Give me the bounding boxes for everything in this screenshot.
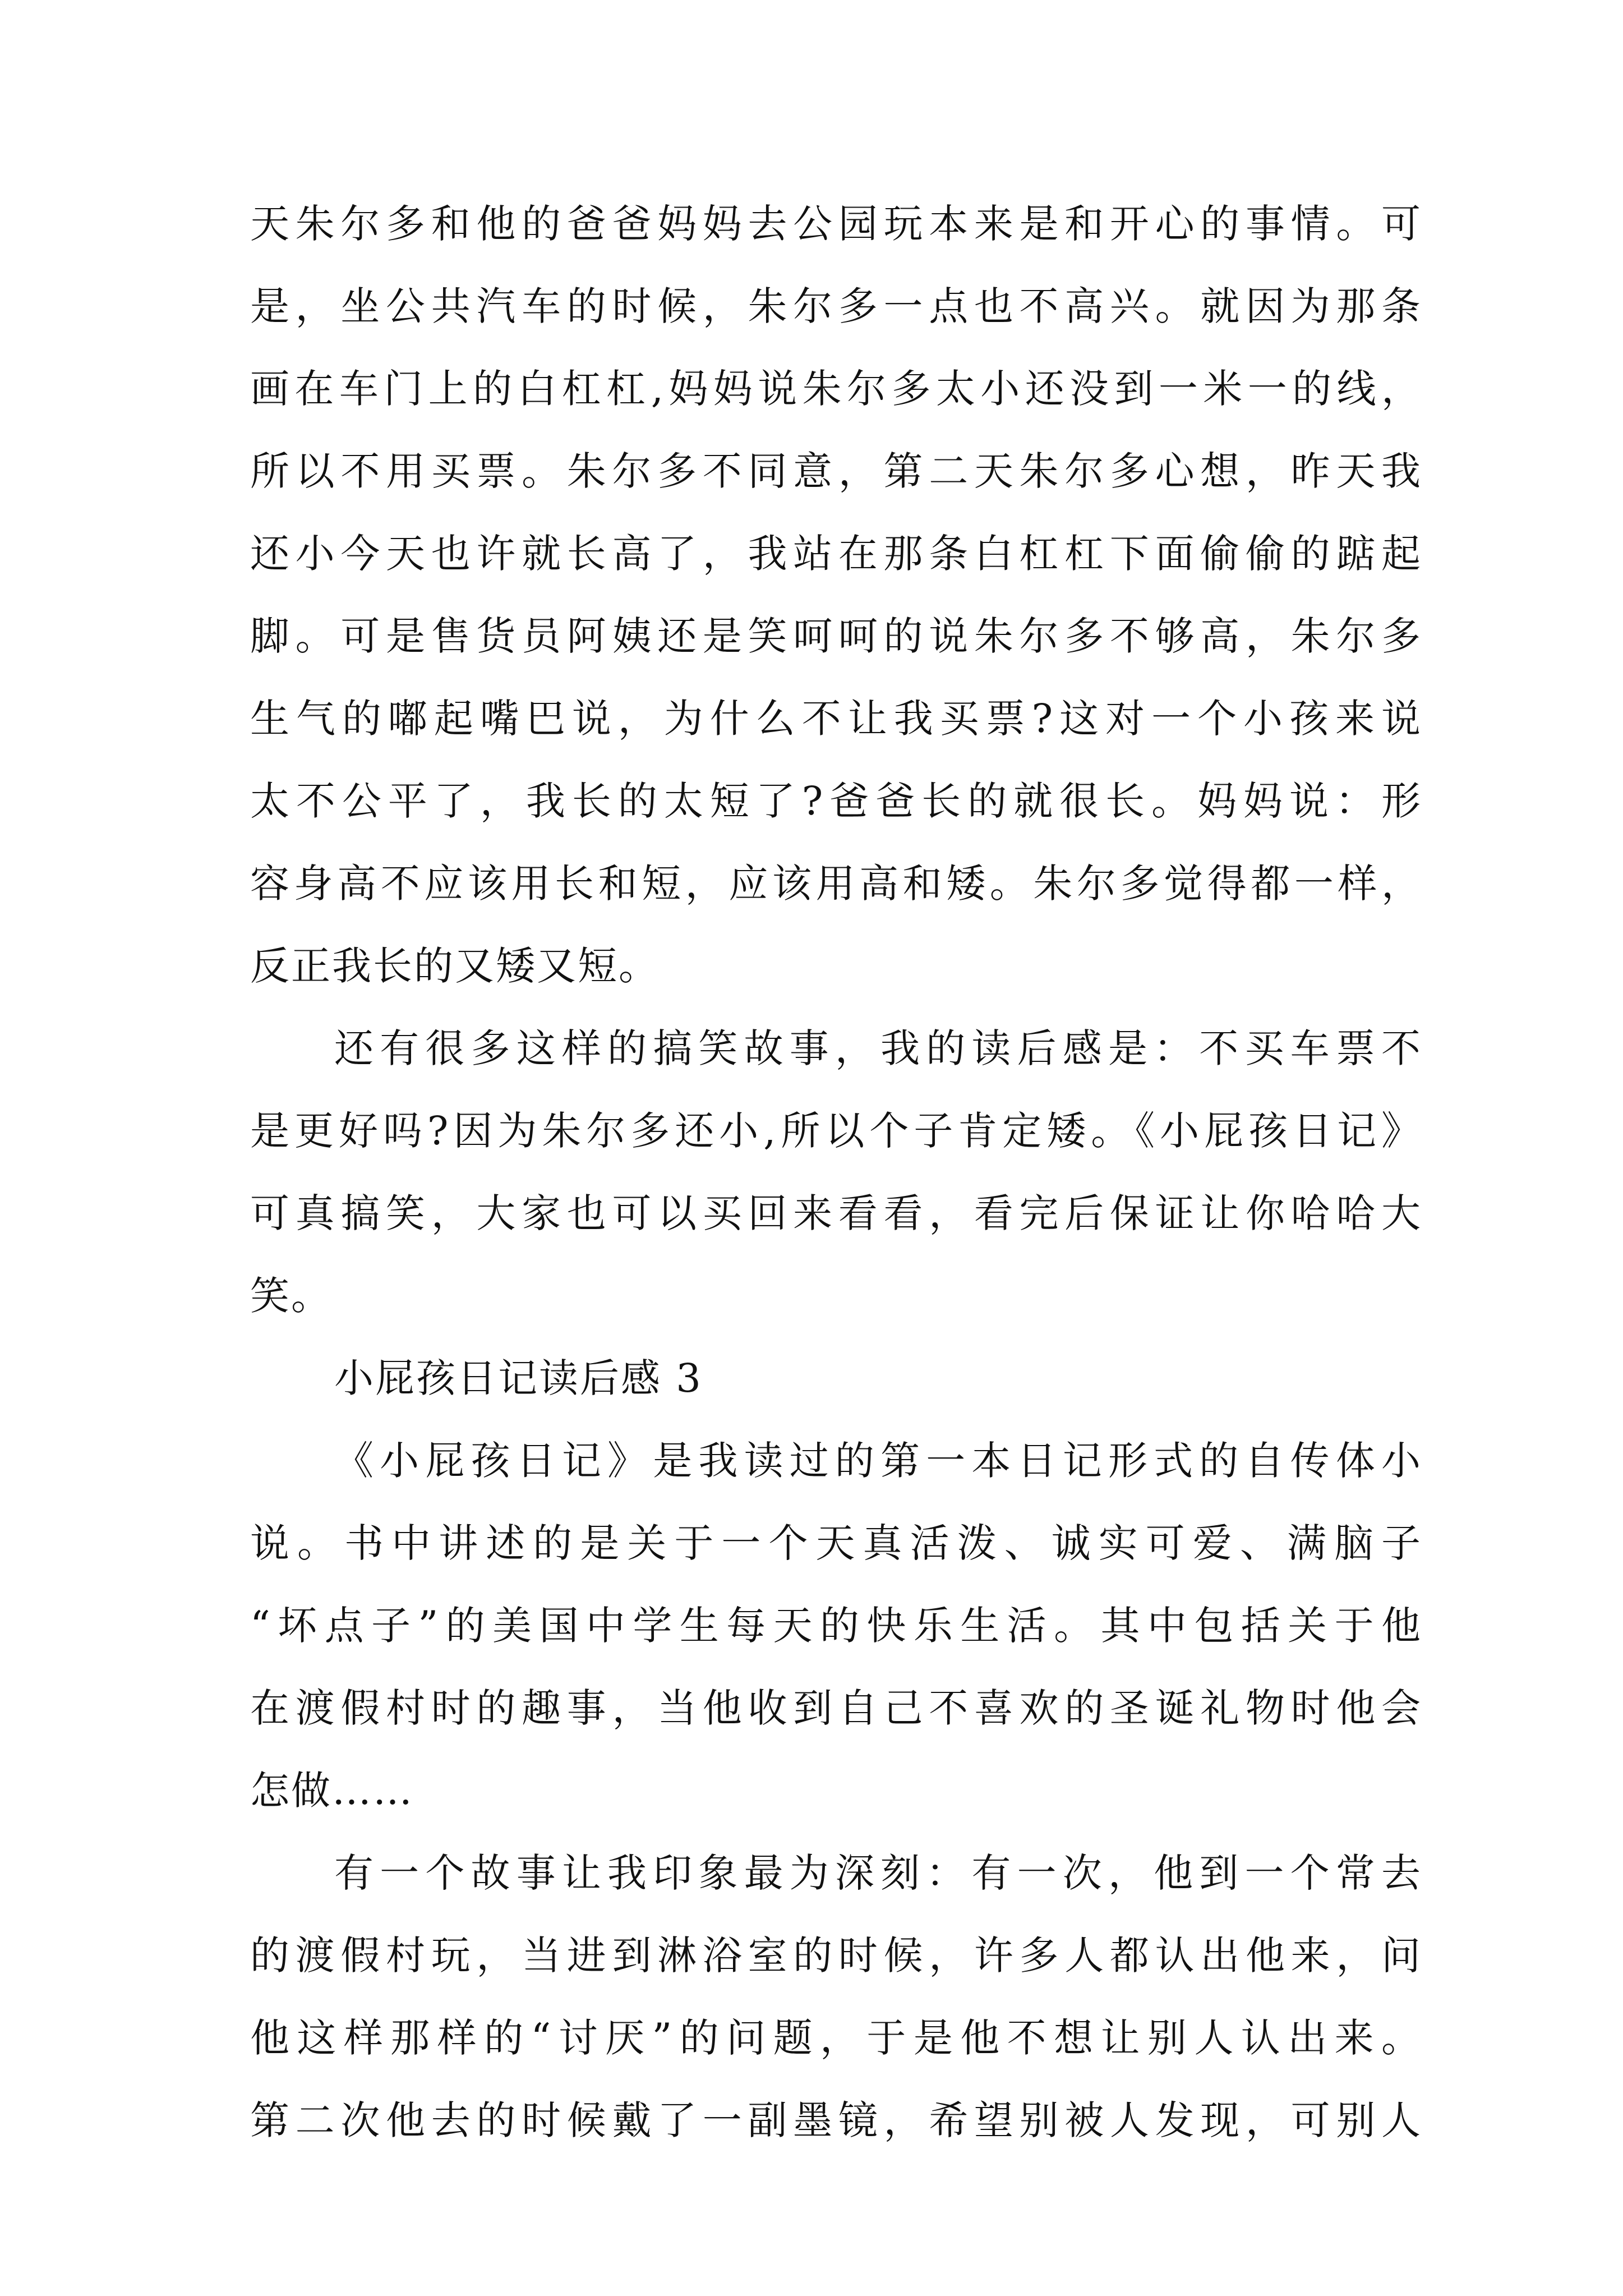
text-line: 笑。 — [250, 1273, 332, 1319]
text-line: 太不公平了，我长的太短了?爸爸长的就很长。妈妈说：形 — [250, 778, 1422, 824]
text-line: 画在车门上的白杠杠,妈妈说朱尔多太小还没到一米一的线， — [250, 366, 1422, 412]
text-line: 在渡假村时的趣事，当他收到自己不喜欢的圣诞礼物时他会 — [250, 1685, 1422, 1731]
text-line: 有一个故事让我印象最为深刻：有一次，他到一个常去 — [334, 1850, 1422, 1896]
text-line: 第二次他去的时候戴了一副墨镜，希望别被人发现，可别人 — [250, 2097, 1422, 2143]
text-line: “坏点子”的美国中学生每天的快乐生活。其中包括关于他 — [250, 1603, 1422, 1649]
text-line: 天朱尔多和他的爸爸妈妈去公园玩本来是和开心的事情。可 — [250, 201, 1422, 247]
text-line: 反正我长的又矮又短。 — [250, 943, 660, 989]
text-line: 容身高不应该用长和短，应该用高和矮。朱尔多觉得都一样， — [250, 861, 1422, 907]
text-line: 怎做…… — [250, 1768, 414, 1814]
text-line: 说。书中讲述的是关于一个天真活泼、诚实可爱、满脑子 — [250, 1520, 1422, 1566]
text-line: 他这样那样的“讨厌”的问题，于是他不想让别人认出来。 — [250, 2015, 1422, 2061]
text-line: 的渡假村玩，当进到淋浴室的时候，许多人都认出他来，问 — [250, 1932, 1422, 1978]
text-line: 可真搞笑，大家也可以买回来看看，看完后保证让你哈哈大 — [250, 1190, 1422, 1236]
text-line: 脚。可是售货员阿姨还是笑呵呵的说朱尔多不够高，朱尔多 — [250, 613, 1422, 659]
text-line: 还有很多这样的搞笑故事，我的读后感是：不买车票不 — [334, 1025, 1422, 1071]
text-line: 生气的嘟起嘴巴说，为什么不让我买票?这对一个小孩来说 — [250, 696, 1422, 742]
text-line: 是更好吗?因为朱尔多还小,所以个子肯定矮。《小屁孩日记》 — [250, 1108, 1422, 1154]
text-line: 小屁孩日记读后感 3 — [334, 1355, 703, 1401]
text-line: 所以不用买票。朱尔多不同意，第二天朱尔多心想，昨天我 — [250, 448, 1422, 494]
document-body — [250, 183, 1422, 2162]
text-line: 还小今天也许就长高了，我站在那条白杠杠下面偷偷的踮起 — [250, 531, 1422, 577]
text-line: 《小屁孩日记》是我读过的第一本日记形式的自传体小 — [334, 1438, 1422, 1484]
text-line: 是，坐公共汽车的时候，朱尔多一点也不高兴。就因为那条 — [250, 283, 1422, 329]
